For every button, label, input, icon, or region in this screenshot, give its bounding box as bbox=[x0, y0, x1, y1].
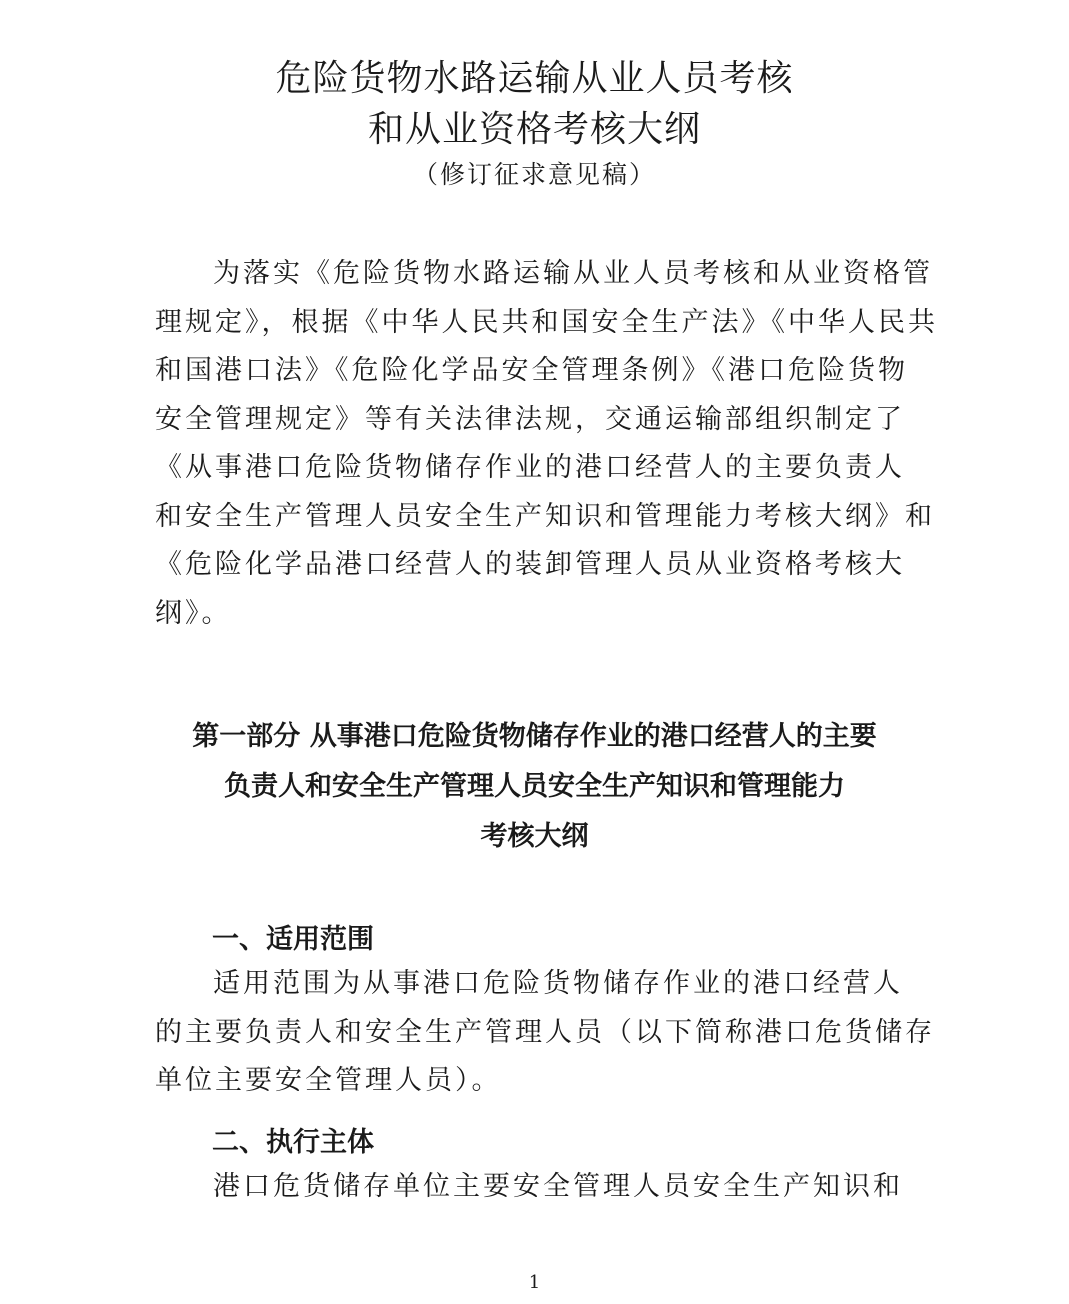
document-title-line-1: 危险货物水路运输从业人员考核 bbox=[275, 58, 794, 99]
part1-heading-line-3: 考核大纲 bbox=[480, 821, 589, 852]
section1-line: 的主要负责人和安全生产管理人员（以下简称港口危货储存 bbox=[155, 1016, 935, 1048]
intro-paragraph bbox=[155, 250, 938, 638]
section2-heading: 二、执行主体 bbox=[212, 1127, 374, 1158]
intro-line: 安全管理规定》等有关法律法规，交通运输部组织制定了 bbox=[155, 403, 905, 435]
intro-line: 《危险化学品港口经营人的装卸管理人员从业资格考核大 bbox=[155, 549, 905, 580]
intro-line: 为落实《危险货物水路运输从业人员考核和从业资格管 bbox=[213, 258, 933, 289]
document-title-line-2: 和从业资格考核大纲 bbox=[367, 109, 701, 150]
section1-heading: 一、适用范围 bbox=[212, 924, 374, 955]
section2-line: 港口危货储存单位主要安全管理人员安全生产知识和 bbox=[213, 1171, 903, 1202]
page-number: 1 bbox=[528, 1272, 541, 1293]
section1-line: 适用范围为从事港口危险货物储存作业的港口经营人 bbox=[213, 968, 903, 999]
section1-paragraph bbox=[155, 960, 935, 1106]
intro-line: 和国港口法》《危险化学品安全管理条例》《港口危险货物 bbox=[155, 355, 908, 386]
intro-line: 理规定》，根据《中华人民共和国安全生产法》《中华人民共 bbox=[155, 306, 938, 338]
document-subtitle: （修订征求意见稿） bbox=[412, 160, 656, 189]
part1-heading-line-2: 负责人和安全生产管理人员安全生产知识和管理能力 bbox=[224, 771, 845, 802]
intro-line: 和安全生产管理人员安全生产知识和管理能力考核大纲》和 bbox=[155, 500, 935, 532]
intro-line: 《从事港口危险货物储存作业的港口经营人的主要负责人 bbox=[155, 452, 905, 483]
part1-heading-line-1: 第一部分 从事港口危险货物储存作业的港口经营人的主要 bbox=[192, 721, 877, 752]
section2-paragraph bbox=[155, 1163, 915, 1212]
intro-line: 纲》。 bbox=[155, 597, 232, 629]
section1-line: 单位主要安全管理人员）。 bbox=[155, 1065, 502, 1096]
